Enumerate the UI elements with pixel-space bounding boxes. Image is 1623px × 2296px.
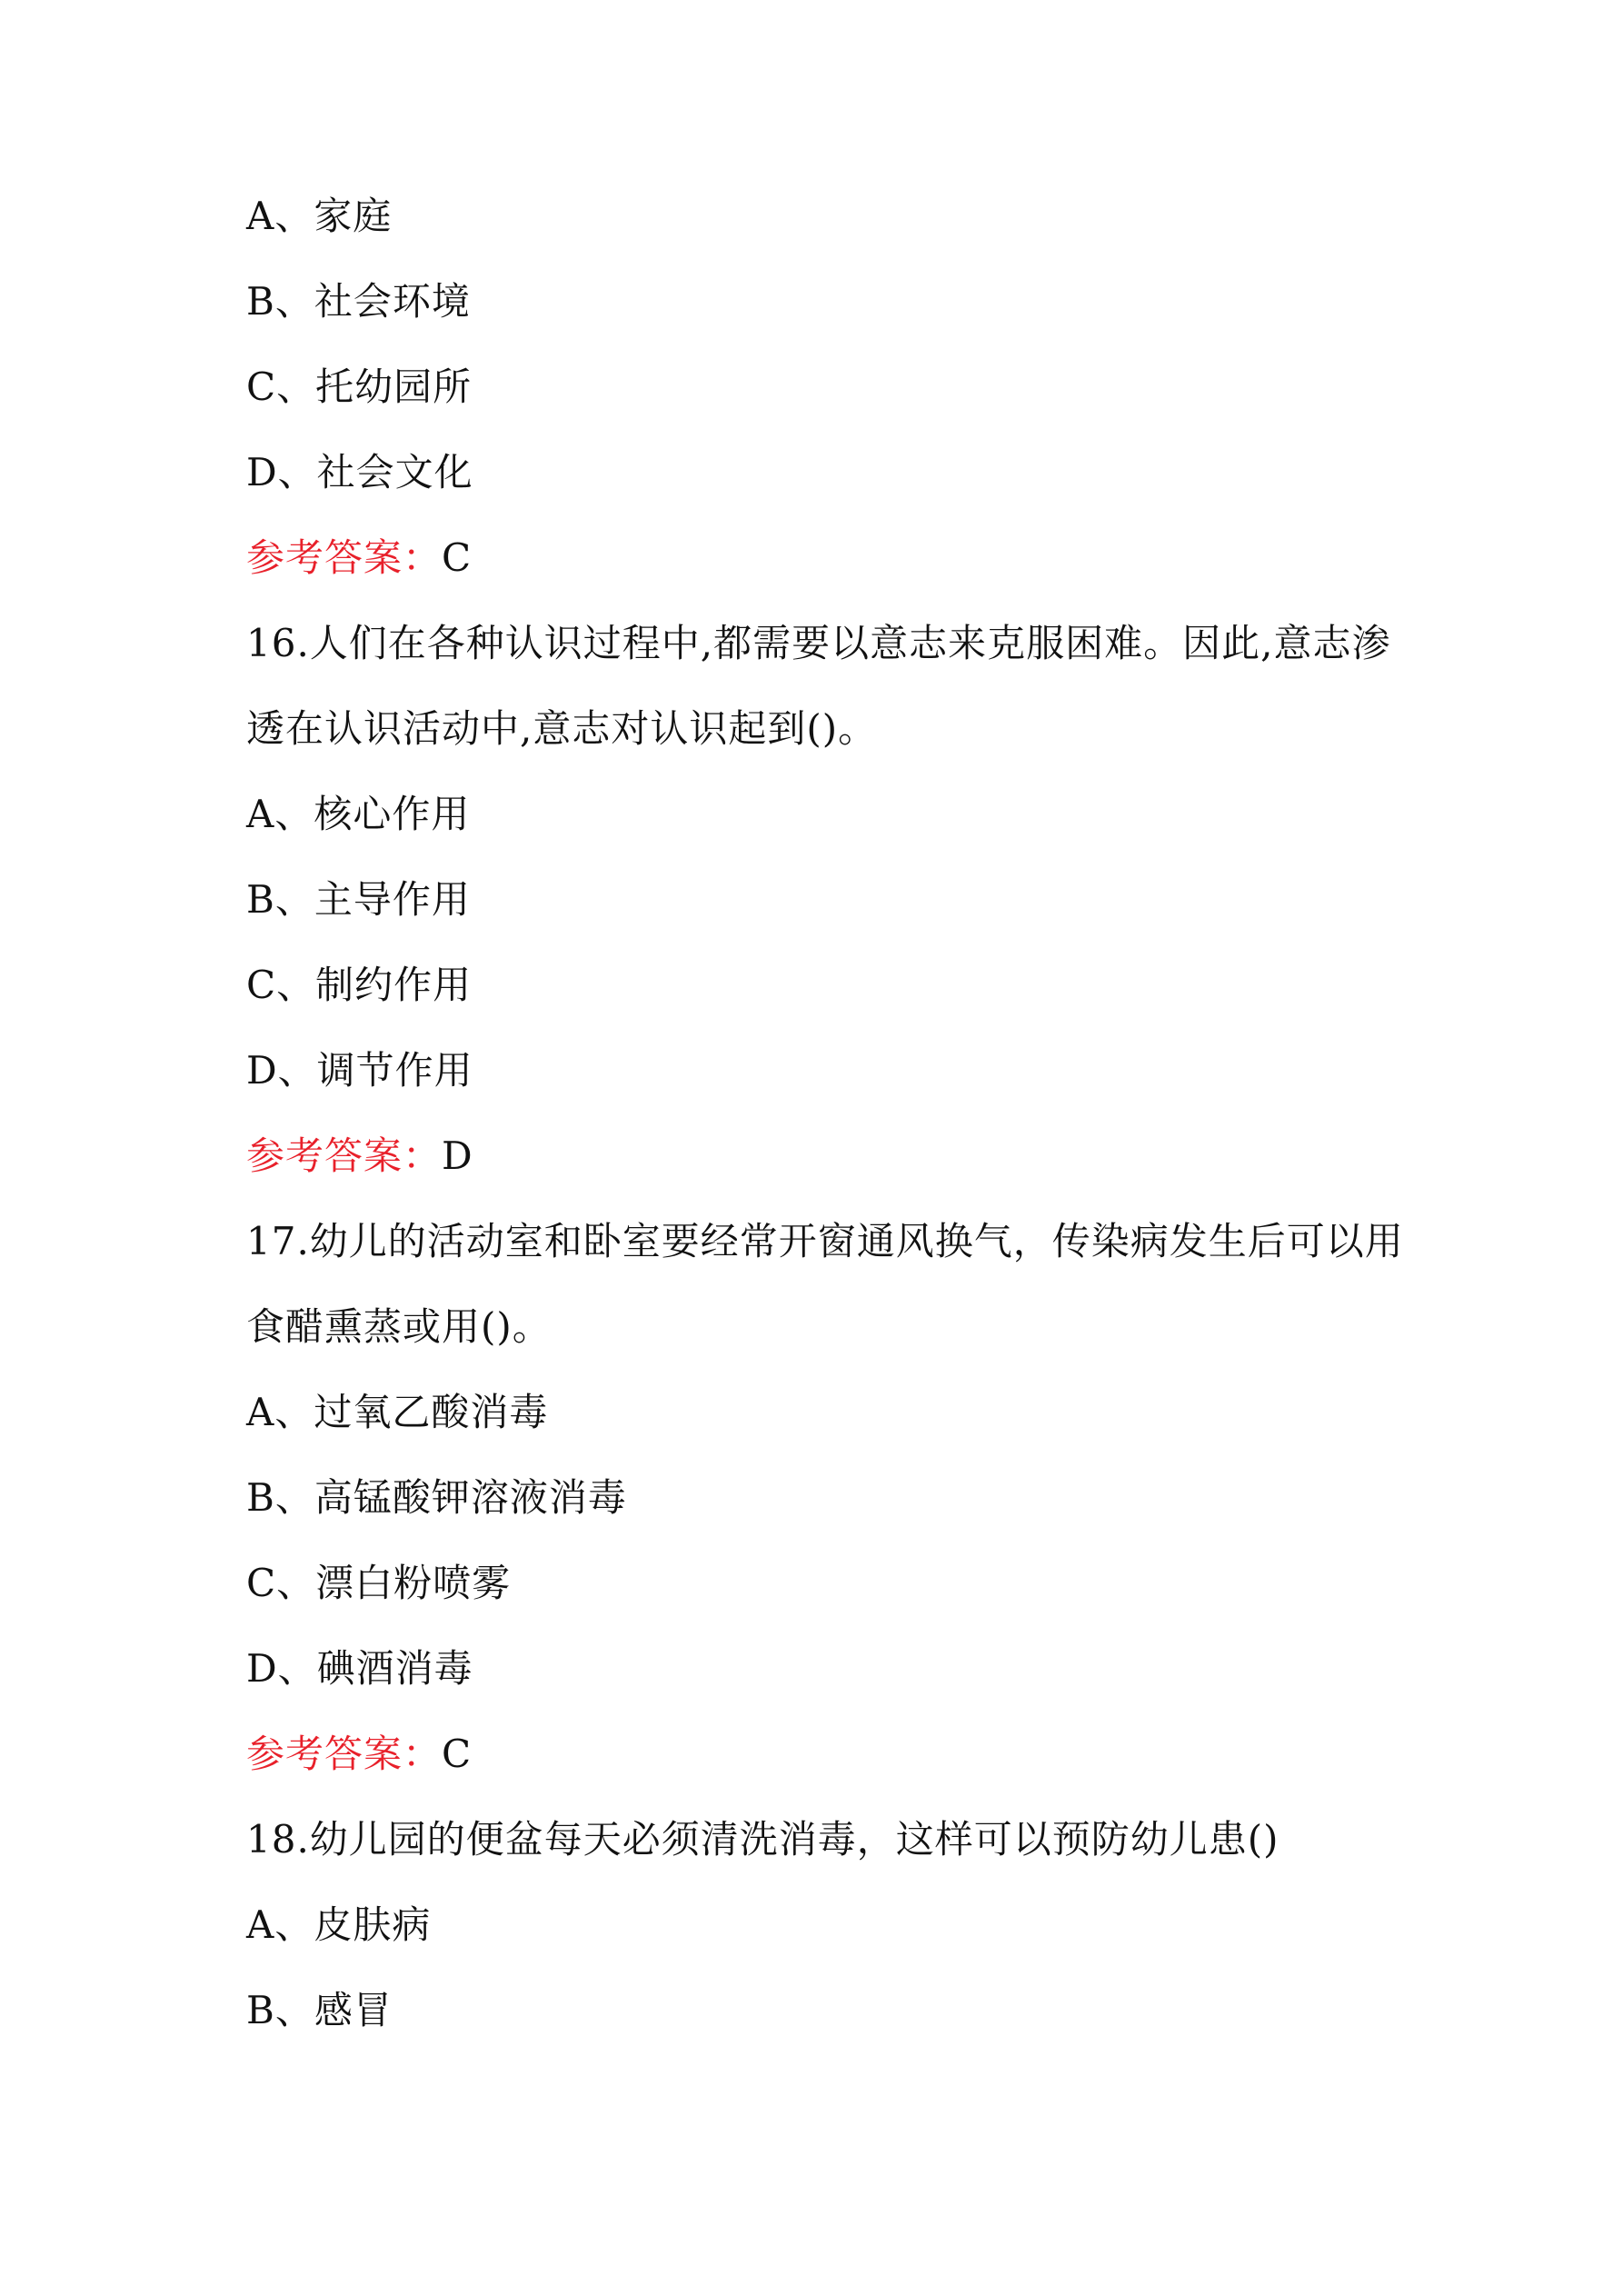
q16-answer <box>246 1129 1428 1183</box>
q16-option-b: B、主导作用 <box>246 877 471 922</box>
q17-question-line-2: 食醋熏蒸或用()。 <box>246 1304 552 1349</box>
q17-option-a: A、过氧乙酸消毒 <box>246 1390 549 1434</box>
q15-answer <box>246 531 1428 585</box>
q16-option-d: D、调节作用 <box>246 1048 473 1093</box>
q16-option-a: A、核心作用 <box>246 792 471 836</box>
q17-question-line-1: 17.幼儿的活动室和卧室要经常开窗通风换气，传染病发生后可以用 <box>246 1219 1404 1263</box>
q18-option-b: B、感冒 <box>246 1988 393 2032</box>
q18-option-a: A、皮肤病 <box>246 1902 432 1947</box>
q15-option-a: A、家庭 <box>246 194 393 238</box>
q17-answer <box>246 1727 1428 1782</box>
q17-answer-value: C <box>442 1732 473 1776</box>
q15-option-d: D、社会文化 <box>246 450 473 494</box>
q17-option-d: D、碘酒消毒 <box>246 1646 473 1691</box>
q17-option-b: B、高锰酸钾溶液消毒 <box>246 1475 627 1520</box>
q15-answer-label: 参考答案： <box>246 535 443 580</box>
q16-answer-label: 参考答案： <box>246 1133 443 1178</box>
q15-option-b: B、社会环境 <box>246 279 471 324</box>
q17-answer-label: 参考答案： <box>246 1732 443 1776</box>
q15-option-c: C、托幼园所 <box>246 364 473 409</box>
q16-option-c: C、制约作用 <box>246 963 473 1007</box>
q16-question-line-1: 16.人们在各种认识过程中,都需要以意志来克服困难。因此,意志渗 <box>246 621 1391 665</box>
q16-question-line-2: 透在认识活动中,意志对认识起到()。 <box>246 706 878 751</box>
q18-question-line-1: 18.幼儿园的便盆每天必须清洗消毒，这样可以预防幼儿患() <box>246 1817 1279 1862</box>
q17-option-c: C、漂白粉喷雾 <box>246 1561 512 1605</box>
q16-answer-value: D <box>442 1133 473 1178</box>
q15-answer-value: C <box>442 535 473 580</box>
